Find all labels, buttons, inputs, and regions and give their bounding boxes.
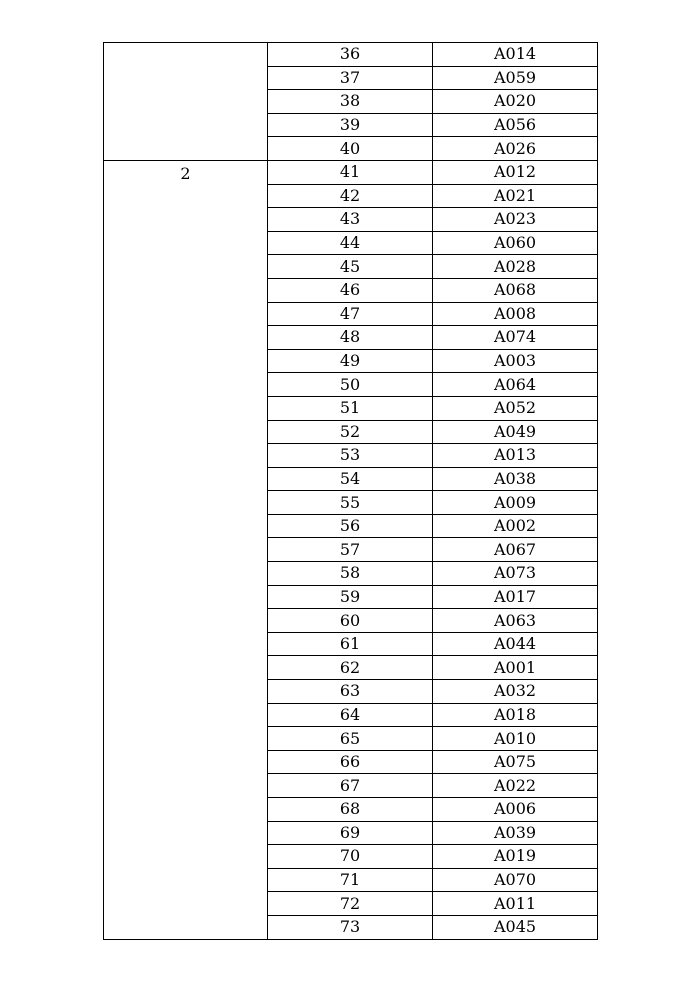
sequence-number-cell: 67 [268, 774, 433, 798]
code-cell: A056 [433, 113, 598, 137]
code-cell: A032 [433, 680, 598, 704]
code-cell: A012 [433, 160, 598, 184]
sequence-number-cell: 70 [268, 845, 433, 869]
code-cell: A013 [433, 444, 598, 468]
sequence-number-cell: 58 [268, 562, 433, 586]
sequence-number-cell: 49 [268, 349, 433, 373]
code-cell: A074 [433, 326, 598, 350]
sequence-number-cell: 61 [268, 632, 433, 656]
sequence-number-cell: 40 [268, 137, 433, 161]
code-cell: A049 [433, 420, 598, 444]
sequence-number-cell: 53 [268, 444, 433, 468]
code-cell: A019 [433, 845, 598, 869]
code-cell: A026 [433, 137, 598, 161]
sequence-number-cell: 55 [268, 491, 433, 515]
roster-table [103, 42, 598, 940]
sequence-number-cell: 47 [268, 302, 433, 326]
code-cell: A070 [433, 868, 598, 892]
group-label-cell: 2 [104, 160, 268, 939]
code-cell: A009 [433, 491, 598, 515]
code-cell: A064 [433, 373, 598, 397]
sequence-number-cell: 38 [268, 90, 433, 114]
sequence-number-cell: 37 [268, 66, 433, 90]
sequence-number-cell: 72 [268, 892, 433, 916]
sequence-number-cell: 44 [268, 231, 433, 255]
sequence-number-cell: 43 [268, 208, 433, 232]
sequence-number-cell: 39 [268, 113, 433, 137]
code-cell: A008 [433, 302, 598, 326]
sequence-number-cell: 62 [268, 656, 433, 680]
sequence-number-cell: 71 [268, 868, 433, 892]
sequence-number-cell: 36 [268, 43, 433, 67]
sequence-number-cell: 57 [268, 538, 433, 562]
code-cell: A018 [433, 703, 598, 727]
code-cell: A010 [433, 727, 598, 751]
sequence-number-cell: 73 [268, 915, 433, 939]
roster-table-body [104, 43, 598, 940]
code-cell: A044 [433, 632, 598, 656]
code-cell: A075 [433, 750, 598, 774]
table-row [104, 160, 598, 184]
code-cell: A063 [433, 609, 598, 633]
code-cell: A020 [433, 90, 598, 114]
sequence-number-cell: 42 [268, 184, 433, 208]
sequence-number-cell: 63 [268, 680, 433, 704]
sequence-number-cell: 66 [268, 750, 433, 774]
code-cell: A014 [433, 43, 598, 67]
code-cell: A052 [433, 396, 598, 420]
sequence-number-cell: 46 [268, 278, 433, 302]
sequence-number-cell: 68 [268, 798, 433, 822]
group-label-cell [104, 43, 268, 161]
code-cell: A038 [433, 467, 598, 491]
code-cell: A023 [433, 208, 598, 232]
sequence-number-cell: 69 [268, 821, 433, 845]
table-row [104, 43, 598, 67]
code-cell: A022 [433, 774, 598, 798]
code-cell: A002 [433, 514, 598, 538]
code-cell: A006 [433, 798, 598, 822]
sequence-number-cell: 56 [268, 514, 433, 538]
code-cell: A017 [433, 585, 598, 609]
sequence-number-cell: 65 [268, 727, 433, 751]
code-cell: A068 [433, 278, 598, 302]
sequence-number-cell: 60 [268, 609, 433, 633]
sequence-number-cell: 51 [268, 396, 433, 420]
sequence-number-cell: 64 [268, 703, 433, 727]
code-cell: A073 [433, 562, 598, 586]
code-cell: A039 [433, 821, 598, 845]
sequence-number-cell: 45 [268, 255, 433, 279]
sequence-number-cell: 54 [268, 467, 433, 491]
sequence-number-cell: 41 [268, 160, 433, 184]
sequence-number-cell: 48 [268, 326, 433, 350]
code-cell: A021 [433, 184, 598, 208]
code-cell: A003 [433, 349, 598, 373]
sequence-number-cell: 52 [268, 420, 433, 444]
sequence-number-cell: 50 [268, 373, 433, 397]
sequence-number-cell: 59 [268, 585, 433, 609]
code-cell: A028 [433, 255, 598, 279]
code-cell: A001 [433, 656, 598, 680]
code-cell: A045 [433, 915, 598, 939]
code-cell: A059 [433, 66, 598, 90]
code-cell: A067 [433, 538, 598, 562]
code-cell: A060 [433, 231, 598, 255]
code-cell: A011 [433, 892, 598, 916]
